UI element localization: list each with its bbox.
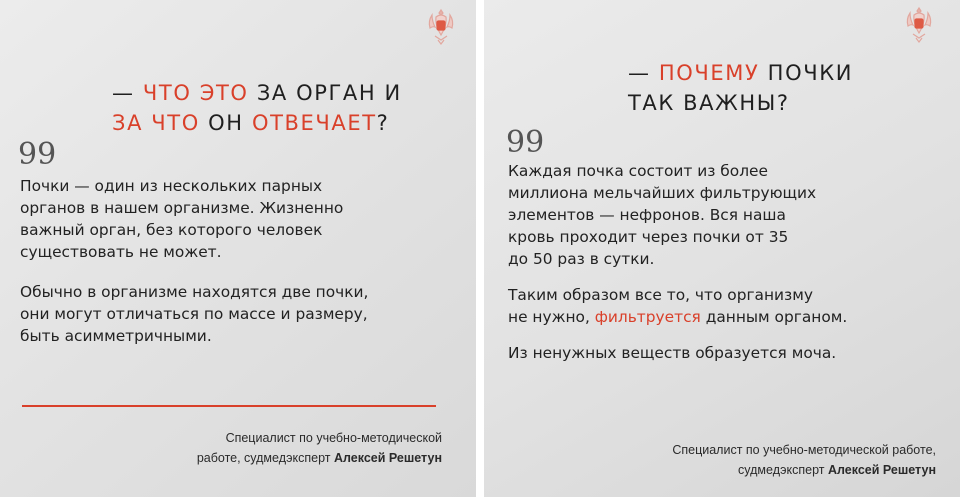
heading-text: ЗА ОРГАН И (248, 81, 402, 105)
body-paragraph-3 (508, 342, 847, 364)
signature-line-2 (672, 460, 936, 480)
heading-dash: — (628, 61, 659, 85)
signature-line-1: Специалист по учебно-методической (225, 431, 442, 445)
heading-dash: — (112, 81, 143, 105)
heading-highlight: ОТВЕЧАЕТ (251, 111, 377, 135)
body-text: данным органом. (700, 308, 848, 326)
heading-line-2: ТАК ВАЖНЫ? (628, 91, 790, 115)
heading-line-2 (112, 108, 402, 138)
right-card-body (508, 160, 847, 364)
body-line: существовать не может. (20, 243, 222, 261)
quote-mark-icon: 99 (18, 137, 57, 172)
heading-highlight: ЧТО ЭТО (142, 81, 249, 105)
double-headed-eagle-emblem-icon (904, 6, 934, 44)
body-line: важный орган, без которого человек (20, 221, 323, 239)
quote-mark-icon: 99 (506, 125, 545, 160)
signature-line-1: Специалист по учебно-методической работе, (672, 443, 936, 457)
heading-line-1 (112, 78, 402, 108)
double-headed-eagle-emblem-icon (426, 8, 456, 46)
author-signature (672, 440, 936, 480)
heading-text: ПОЧКИ (759, 61, 854, 85)
heading-text: ? (376, 111, 390, 135)
body-paragraph-2 (508, 284, 847, 328)
left-info-card (0, 0, 476, 497)
body-line: до 50 раз в сутки. (508, 250, 655, 268)
author-name: Алексей Решетун (333, 451, 442, 465)
accent-word: фильтруется (594, 308, 701, 326)
body-line: быть асимметричными. (20, 327, 212, 345)
left-card-body (20, 175, 368, 347)
author-signature (197, 428, 442, 468)
author-name: Алексей Решетун (827, 463, 936, 477)
heading-line-1 (628, 58, 853, 88)
left-card-heading (112, 78, 402, 138)
heading-highlight: ПОЧЕМУ (658, 61, 760, 85)
body-line: они могут отличаться по массе и размеру, (20, 305, 368, 323)
body-text: не нужно, (508, 308, 595, 326)
right-card-heading (628, 58, 853, 118)
body-line: Каждая почка состоит из более (508, 162, 768, 180)
body-line: Из ненужных веществ образуется моча. (508, 344, 837, 362)
body-line (508, 308, 847, 326)
right-info-card (484, 0, 960, 497)
body-line: Почки — один из нескольких парных (20, 177, 323, 195)
body-line: кровь проходит через почки от 35 (508, 228, 789, 246)
body-line: элементов — нефронов. Вся наша (508, 206, 786, 224)
heading-text: ОН (199, 111, 252, 135)
body-paragraph-2 (20, 281, 368, 347)
body-line: Обычно в организме находятся две почки, (20, 283, 369, 301)
body-paragraph-1 (20, 175, 368, 263)
body-line: миллиона мельчайших фильтрующих (508, 184, 817, 202)
accent-divider (22, 405, 436, 407)
signature-line-2 (197, 448, 442, 468)
body-paragraph-1 (508, 160, 847, 270)
heading-highlight: ЗА ЧТО (112, 111, 200, 135)
signature-role: работе, судмедэксперт (196, 451, 334, 465)
signature-role: судмедэксперт (738, 463, 828, 477)
body-line: органов в нашем организме. Жизненно (20, 199, 344, 217)
body-line: Таким образом все то, что организму (508, 286, 813, 304)
